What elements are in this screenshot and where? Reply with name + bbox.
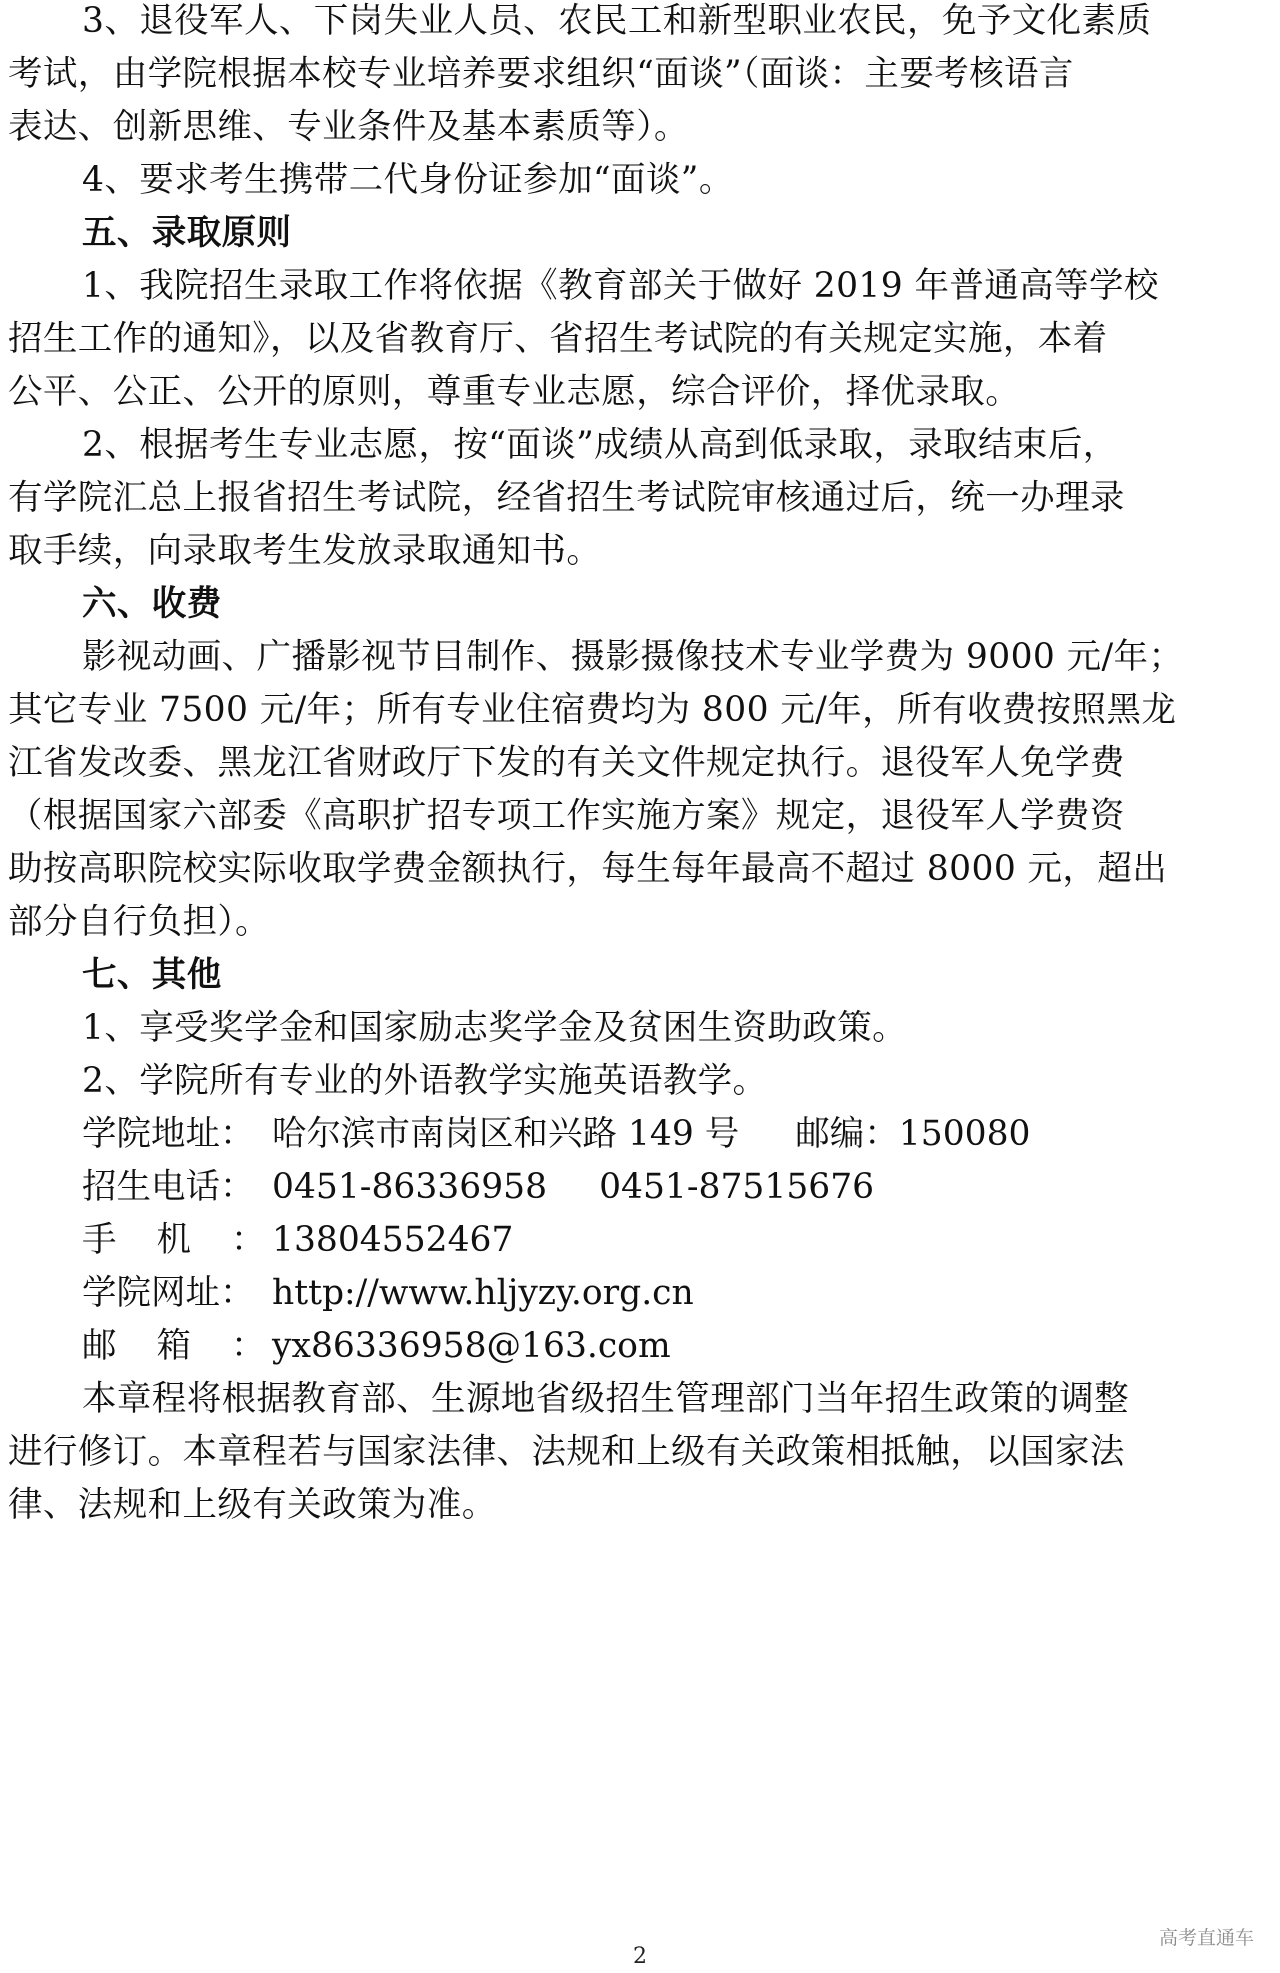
phone-value-2: 0451-87515676 [599, 1167, 875, 1207]
paragraph-line: 招生工作的通知》，以及省教育厅、省招生考试院的有关规定实施，本着 [8, 319, 1108, 359]
paragraph-line: 2、学院所有专业的外语教学实施英语教学。 [82, 1061, 768, 1101]
paragraph-line: （根据国家六部委《高职扩招专项工作实施方案》规定，退役军人学费资 [8, 796, 1125, 836]
paragraph-line: 江省发改委、黑龙江省财政厅下发的有关文件规定执行。退役军人免学费 [8, 743, 1125, 783]
paragraph-line: 表达、创新思维、专业条件及基本素质等）。 [8, 107, 689, 147]
paragraph-line: 其它专业 7500 元/年；所有专业住宿费均为 800 元/年，所有收费按照黑龙 [8, 690, 1177, 730]
website-value: http://www.hljyzy.org.cn [272, 1273, 694, 1313]
postcode-label: 邮编： [795, 1114, 899, 1154]
closing-line: 律、法规和上级有关政策为准。 [8, 1485, 497, 1525]
closing-line: 进行修订。本章程若与国家法律、法规和上级有关政策相抵触，以国家法 [8, 1432, 1125, 1472]
contact-mobile-row [82, 1220, 513, 1260]
phone-value-1: 0451-86336958 [272, 1167, 548, 1207]
paragraph-line: 1、享受奖学金和国家励志奖学金及贫困生资助政策。 [82, 1008, 908, 1048]
paragraph-line: 部分自行负担）。 [8, 902, 270, 942]
email-label: 邮箱： [82, 1326, 306, 1366]
postcode-value: 150080 [898, 1114, 1031, 1154]
phone-label: 招生电话： [82, 1167, 255, 1207]
section-heading: 六、收费 [82, 584, 222, 624]
paragraph-line: 有学院汇总上报省招生考试院，经省招生考试院审核通过后，统一办理录 [8, 478, 1125, 518]
contact-phone-row [82, 1167, 874, 1207]
paragraph-line: 公平、公正、公开的原则，尊重专业志愿，综合评价，择优录取。 [8, 372, 1021, 412]
mobile-value: 13804552467 [272, 1220, 514, 1260]
address-value: 哈尔滨市南岗区和兴路 149 号 [272, 1114, 740, 1154]
website-label: 学院网址： [82, 1273, 255, 1313]
contact-address-row [82, 1114, 1031, 1154]
paragraph-line: 影视动画、广播影视节目制作、摄影摄像技术专业学费为 9000 元/年； [82, 637, 1184, 677]
paragraph-line: 1、我院招生录取工作将依据《教育部关于做好 2019 年普通高等学校 [82, 266, 1159, 306]
paragraph-line: 2、根据考生专业志愿，按“面谈”成绩从高到低录取，录取结束后， [82, 425, 1118, 465]
section-heading: 五、录取原则 [82, 213, 292, 253]
contact-email-row [82, 1326, 671, 1366]
section-heading: 七、其他 [82, 955, 222, 995]
paragraph-line: 4、要求考生携带二代身份证参加“面谈”。 [82, 160, 734, 200]
address-label: 学院地址： [82, 1114, 255, 1154]
paragraph-line: 取手续，向录取考生发放录取通知书。 [8, 531, 602, 571]
email-value: yx86336958@163.com [272, 1326, 671, 1366]
paragraph-line: 助按高职院校实际收取学费金额执行，每生每年最高不超过 8000 元，超出 [8, 849, 1168, 889]
mobile-label: 手机： [82, 1220, 306, 1260]
paragraph-line: 3、退役军人、下岗失业人员、农民工和新型职业农民，免予文化素质 [82, 1, 1152, 41]
closing-line: 本章程将根据教育部、生源地省级招生管理部门当年招生政策的调整 [82, 1379, 1129, 1419]
paragraph-line: 考试，由学院根据本校专业培养要求组织“面谈”（面谈：主要考核语言 [8, 54, 1074, 94]
watermark-text: 高考直通车 [1158, 1927, 1254, 1949]
contact-website-row [82, 1273, 694, 1313]
page-number: 2 [633, 1944, 647, 1969]
